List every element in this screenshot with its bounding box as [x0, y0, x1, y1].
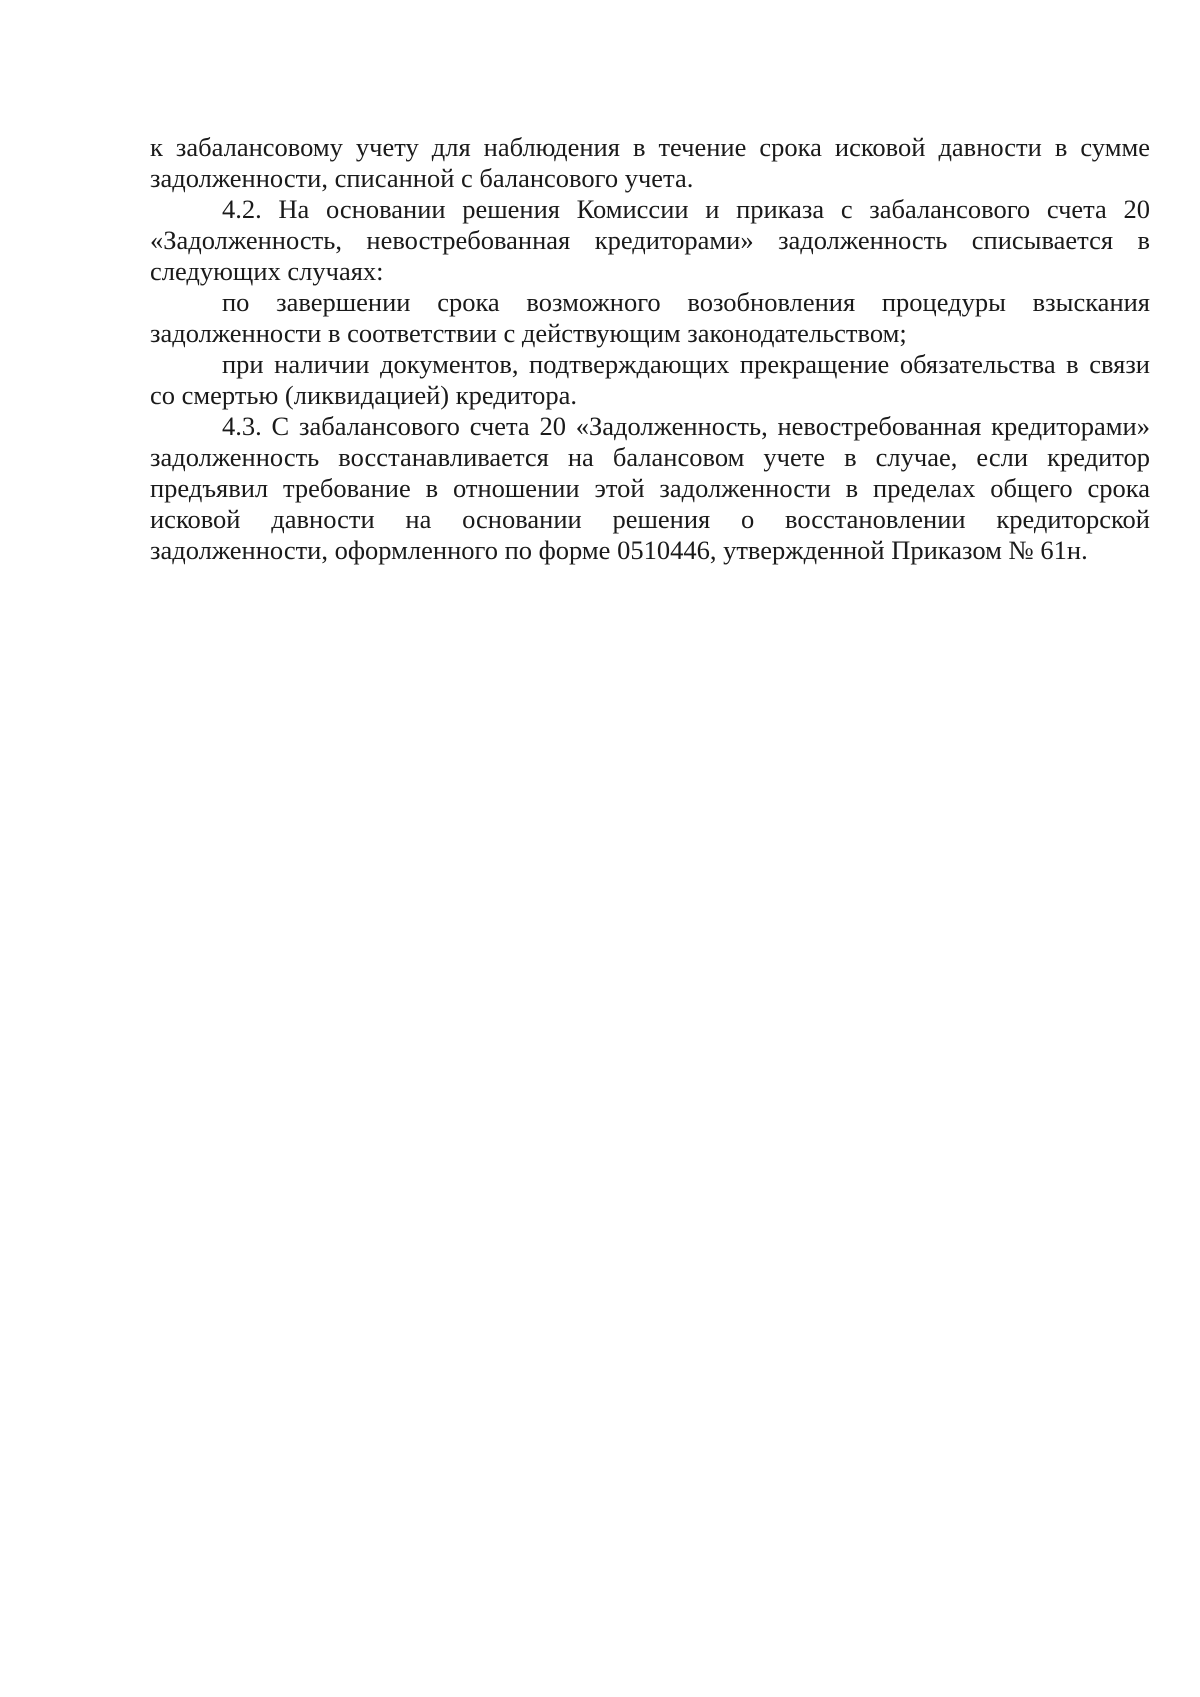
paragraph-case-term-expiry: по завершении срока возможного возобновления процедуры взыскания задолженности в соответствии с действующим законодательством; [150, 287, 1150, 348]
paragraph-continuation: к забалансовому учету для наблюдения в течение срока исковой давности в сумме задолженности, списанной с балансового учета. [150, 132, 1150, 193]
paragraph-4-2: 4.2. На основании решения Комиссии и приказа с забалансового счета 20 «Задолженность, невостребованная кредиторами» задолженность списывается в следующих случаях: [150, 194, 1150, 286]
document-body [150, 132, 1150, 566]
paragraph-case-creditor-death: при наличии документов, подтверждающих прекращение обязательства в связи со смертью (ликвидацией) кредитора. [150, 349, 1150, 410]
paragraph-4-3: 4.3. С забалансового счета 20 «Задолженность, невостребованная кредиторами» задолженность восстанавливается на балансовом учете в случае, если кредитор предъявил требование в отношении этой задолженности в пределах общего срока исковой давности на основании решения о восстановлении кредиторской задолженности, оформленного по форме 0510446, утвержденной Приказом № 61н. [150, 411, 1150, 565]
